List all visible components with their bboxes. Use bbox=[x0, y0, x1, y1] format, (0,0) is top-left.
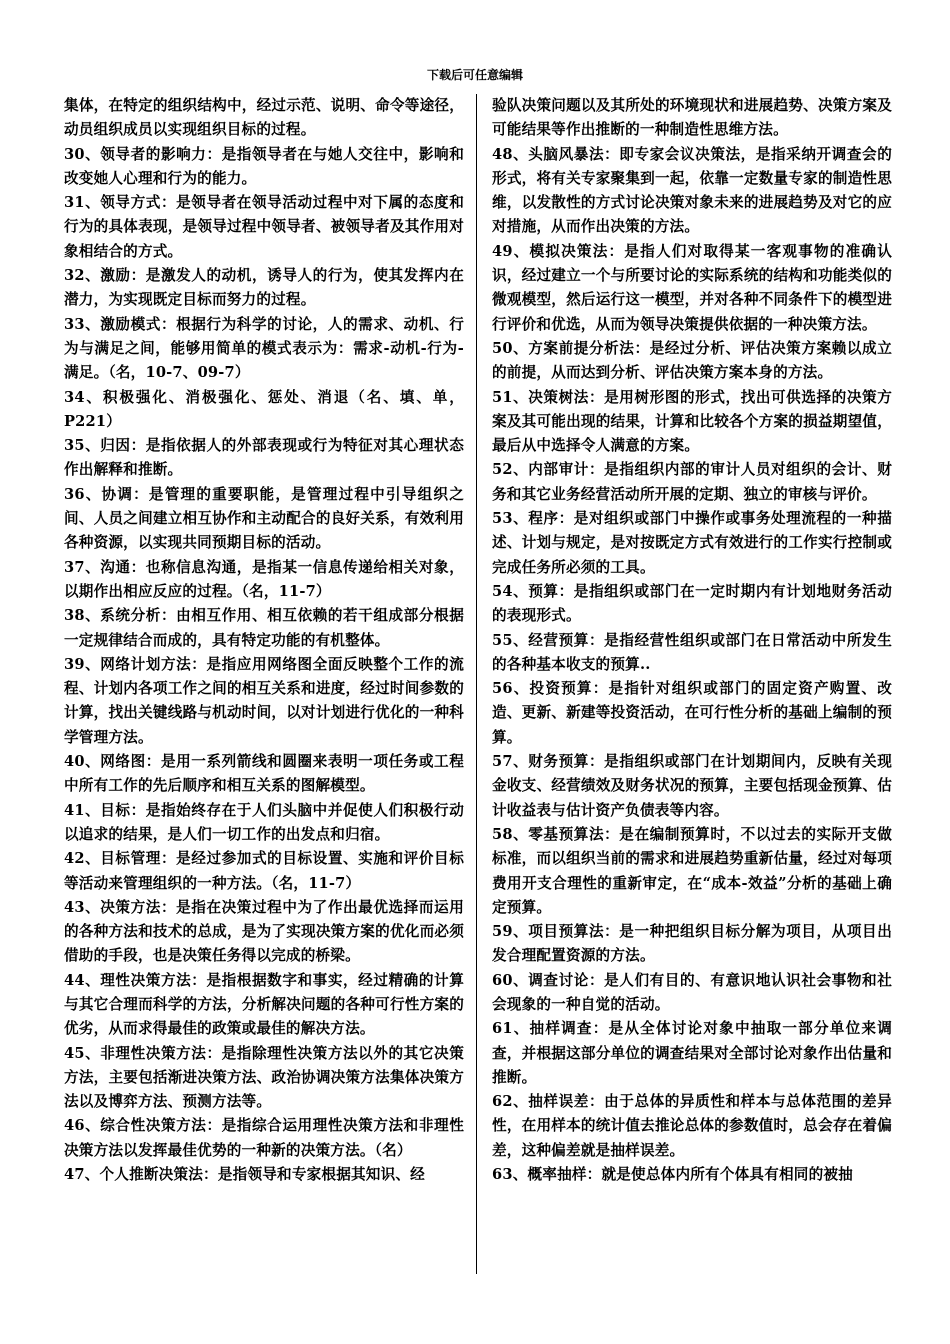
paragraph: 34、积极强化、消极强化、惩处、消退（名、填、单，P221） bbox=[64, 388, 464, 430]
paragraph: 30、领导者的影响力：是指领导者在与她人交往中，影响和改变她人心理和行为的能力。 bbox=[64, 145, 464, 187]
paragraph: 50、方案前提分析法：是经过分析、评估决策方案赖以成立的前提，从而达到分析、评估决策方案本身的方法。 bbox=[492, 339, 892, 382]
paragraph: 45、非理性决策方法：是指除理性决策方法以外的其它决策方法，主要包括渐进决策方法、政治协调决策方法集体决策方法以及博弈方法、预测方法等。 bbox=[64, 1044, 464, 1111]
paragraph: 33、激励模式：根据行为科学的讨论，人的需求、动机、行为与满足之间，能够用简单的模式表示为：需求-动机-行为-满足。（名，10-7、09-7） bbox=[64, 315, 464, 382]
right-column bbox=[492, 94, 892, 1187]
paragraph: 31、领导方式：是领导者在领导活动过程中对下属的态度和行为的具体表现，是领导过程中领导者、被领导者及其作用对象相结合的方式。 bbox=[64, 194, 464, 260]
paragraph: 52、内部审计：是指组织内部的审计人员对组织的会计、财务和其它业务经营活动所开展的定期、独立的审核与评价。 bbox=[492, 461, 892, 503]
paragraph: 46、综合性决策方法：是指综合运用理性决策方法和非理性决策方法以发挥最佳优势的一种新的决策方法。（名） bbox=[64, 1117, 464, 1159]
paragraph: 44、理性决策方法：是指根据数字和事实，经过精确的计算与其它合理而科学的方法，分析解决问题的各种可行性方案的优劣，从而求得最佳的政策或最佳的解决方法。 bbox=[64, 971, 464, 1038]
column-divider bbox=[476, 94, 477, 1274]
paragraph: 验队决策问题以及其所处的环境现状和进展趋势、决策方案及可能结果等作出推断的一种制造性思维方法。 bbox=[492, 97, 892, 139]
paragraph: 42、目标管理：是经过参加式的目标设置、实施和评价目标等活动来管理组织的一种方法。（名，11-7） bbox=[64, 850, 464, 892]
paragraph: 51、决策树法：是用树形图的形式，找出可供选择的决策方案及其可能出现的结果，计算和比较各个方案的损益期望值，最后从中选择令人满意的方案。 bbox=[492, 388, 892, 455]
paragraph: 49、模拟决策法：是指人们对取得某一客观事物的准确认识，经过建立一个与所要讨论的实际系统的结构和功能类似的微观模型，然后运行这一模型，并对各种不同条件下的模型进行评价和优选，从而为领导决策提供依据的一种决策方法。 bbox=[492, 242, 892, 333]
paragraph: 56、投资预算：是指针对组织或部门的固定资产购置、改造、更新、新建等投资活动，在可行性分析的基础上编制的预算。 bbox=[492, 680, 892, 746]
paragraph: 41、目标：是指始终存在于人们头脑中并促使人们积极行动以追求的结果，是人们一切工作的出发点和归宿。 bbox=[64, 801, 464, 843]
paragraph: 58、零基预算法：是在编制预算时，不以过去的实际开支做标准，而以组织当前的需求和进展趋势重新估量，经过对每项费用开支合理性的重新审定，在“成本-效益”分析的基础上确定预算。 bbox=[492, 825, 892, 916]
page-header: 下载后可任意编辑 bbox=[426, 68, 523, 82]
paragraph: 40、网络图：是用一系列箭线和圆圈来表明一项任务或工程中所有工作的先后顺序和相互关系的图解模型。 bbox=[64, 753, 464, 795]
paragraph: 54、预算：是指组织或部门在一定时期内有计划地财务活动的表现形式。 bbox=[492, 582, 892, 625]
paragraph: 60、调查讨论：是人们有目的、有意识地认识社会事物和社会现象的一种自觉的活动。 bbox=[492, 971, 892, 1013]
paragraph: 37、沟通：也称信息沟通，是指某一信息传递给相关对象，以期作出相应反应的过程。（名，11-7） bbox=[64, 558, 464, 600]
paragraph: 39、网络计划方法：是指应用网络图全面反映整个工作的流程、计划内各项工作之间的相互关系和进度，经过时间参数的计算，找出关键线路与机动时间，以对计划进行优化的一种科学管理方法。 bbox=[64, 655, 464, 746]
paragraph: 47、个人推断决策法：是指领导和专家根据其知识、经 bbox=[64, 1166, 425, 1184]
paragraph: 63、概率抽样：就是使总体内所有个体具有相同的被抽 bbox=[492, 1166, 853, 1184]
left-column bbox=[64, 94, 464, 1187]
paragraph: 43、决策方法：是指在决策过程中为了作出最优选择而运用的各种方法和技术的总成，是为了实现决策方案的优化而必须借助的手段，也是决策任务得以完成的桥梁。 bbox=[64, 898, 464, 965]
paragraph: 62、抽样误差：由于总体的异质性和样本与总体范围的差异性，在用样本的统计值去推论总体的参数值时，总会存在着偏差，这种偏差就是抽样误差。 bbox=[492, 1093, 892, 1159]
paragraph: 57、财务预算：是指组织或部门在计划期间内，反映有关现金收支、经营绩效及财务状况的预算，主要包括现金预算、估计收益表与估计资产负债表等内容。 bbox=[492, 753, 892, 819]
paragraph: 36、协调：是管理的重要职能，是管理过程中引导组织之间、人员之间建立相互协作和主动配合的良好关系，有效利用各种资源，以实现共同预期目标的活动。 bbox=[64, 485, 464, 552]
paragraph: 55、经营预算：是指经营性组织或部门在日常活动中所发生的各种基本收支的预算.. bbox=[492, 631, 892, 673]
paragraph: 集体，在特定的组织结构中，经过示范、说明、命令等途径，动员组织成员以实现组织目标的过程。 bbox=[64, 97, 464, 139]
paragraph: 38、系统分析：由相互作用、相互依赖的若干组成部分根据一定规律结合而成的，具有特定功能的有机整体。 bbox=[64, 607, 464, 649]
paragraph: 53、程序：是对组织或部门中操作或事务处理流程的一种描述、计划与规定，是对按既定方式有效进行的工作实行控制或完成任务所必须的工具。 bbox=[492, 510, 892, 576]
paragraph: 48、头脑风暴法：即专家会议决策法，是指采纳开调查会的形式，将有关专家聚集到一起，依靠一定数量专家的制造性思维，以发散性的方式讨论决策对象未来的进展趋势及对它的应对措施，从而作出决策的方法。 bbox=[492, 145, 892, 236]
paragraph: 59、项目预算法：是一种把组织目标分解为项目，从项目出发合理配置资源的方法。 bbox=[492, 923, 892, 965]
paragraph: 61、抽样调查：是从全体讨论对象中抽取一部分单位来调查，并根据这部分单位的调查结果对全部讨论对象作出估量和推断。 bbox=[492, 1020, 892, 1086]
paragraph: 32、激励：是激发人的动机，诱导人的行为，使其发挥内在潜力，为实现既定目标而努力的过程。 bbox=[64, 267, 464, 309]
paragraph: 35、归因：是指依据人的外部表现或行为特征对其心理状态作出解释和推断。 bbox=[64, 437, 464, 479]
